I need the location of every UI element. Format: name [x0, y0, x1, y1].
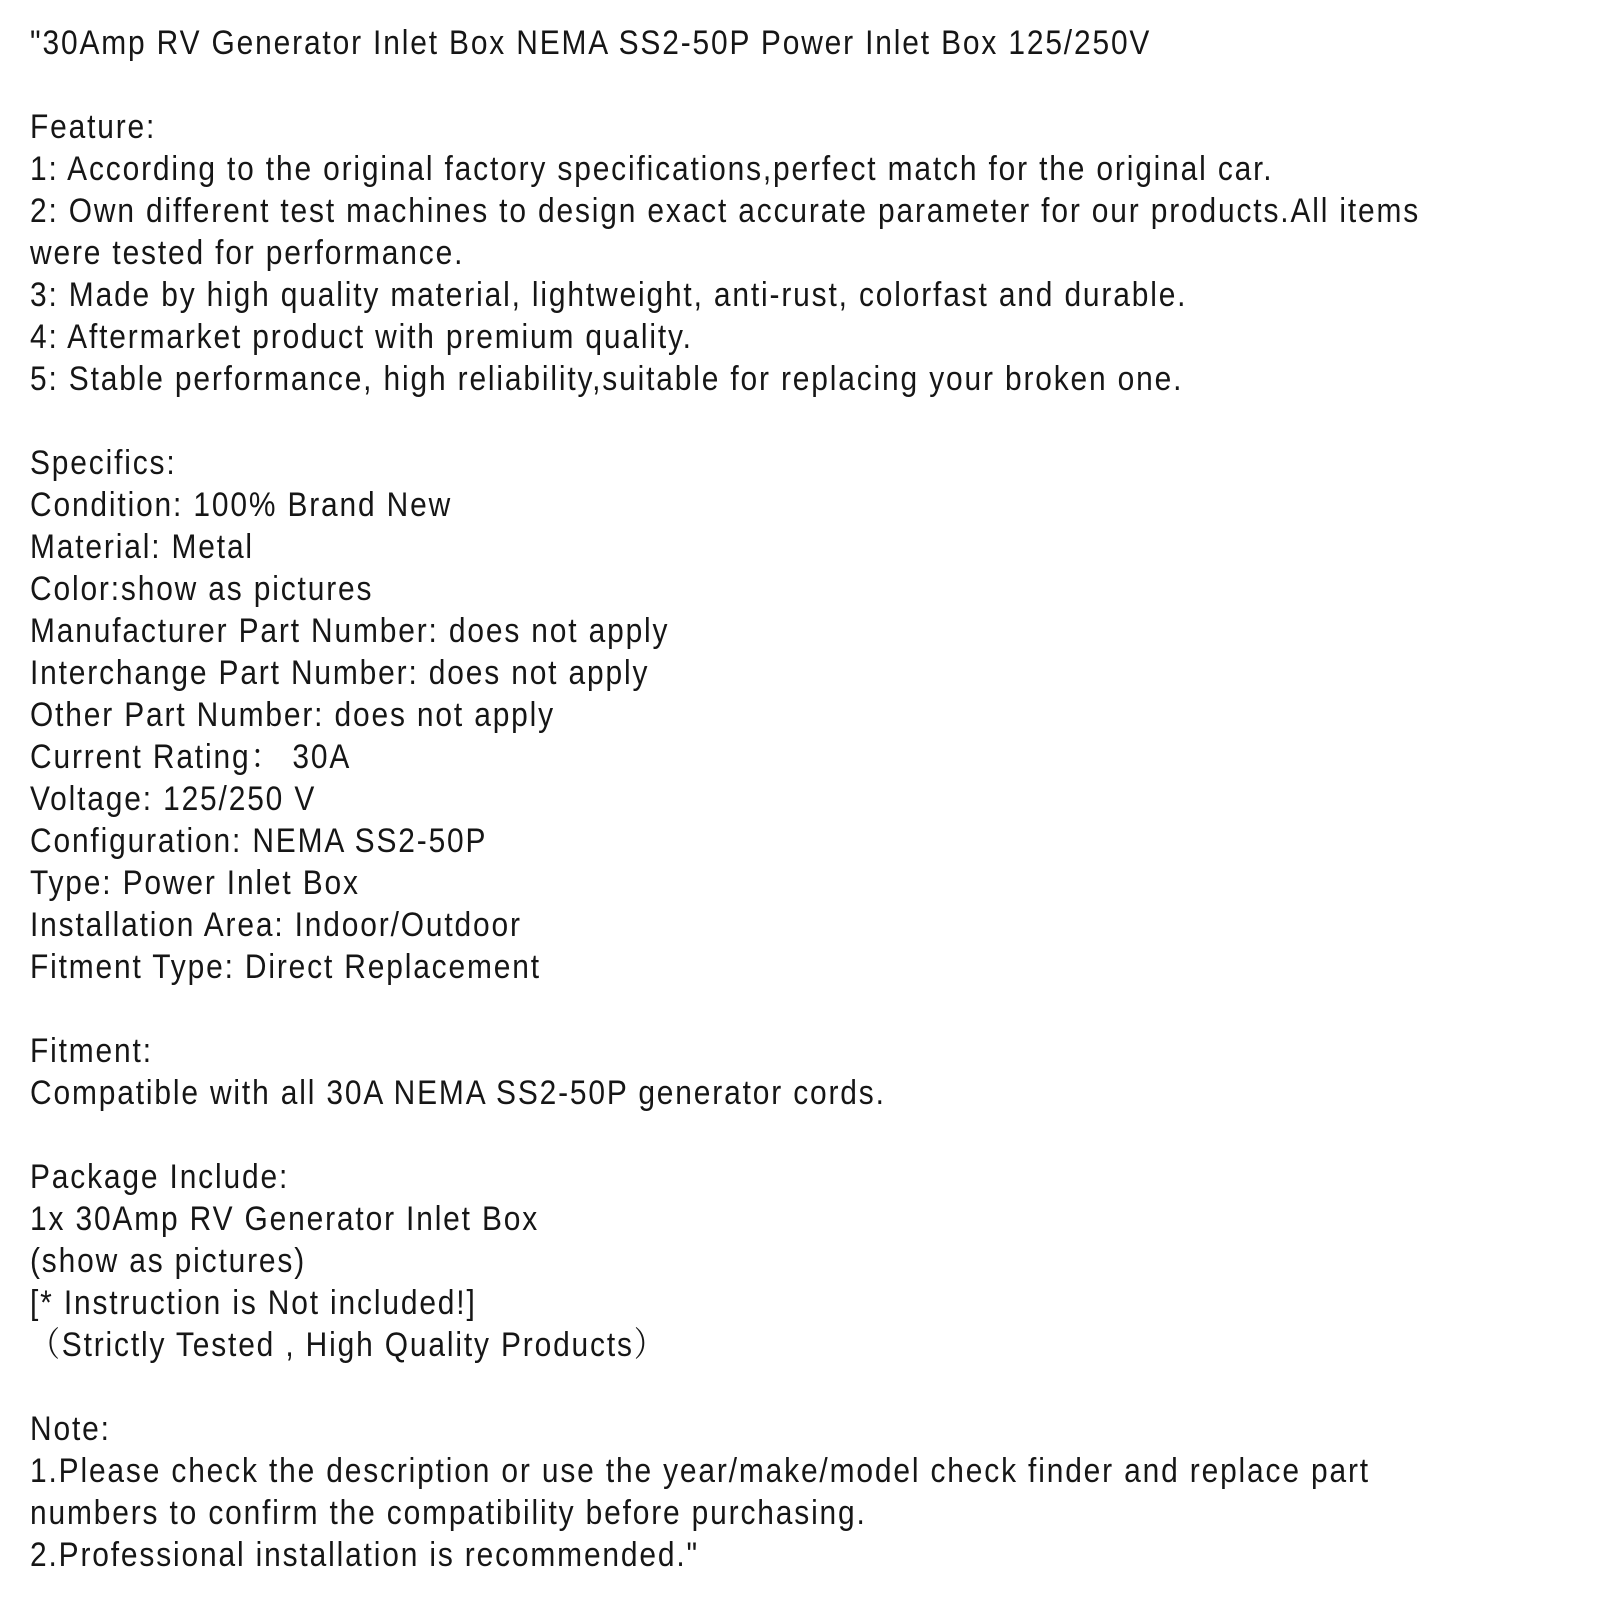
text-line: 2.Professional installation is recommended.": [30, 1536, 700, 1574]
text-line: 3: Made by high quality material, lightweight, anti-rust, colorfast and durable.: [30, 276, 1188, 314]
text-line: 5: Stable performance, high reliability,suitable for replacing your broken one.: [30, 360, 1184, 398]
spec-color: Color:show as pictures: [30, 570, 374, 608]
text-line: were tested for performance.: [30, 234, 465, 272]
text-line: 1: According to the original factory specifications,perfect match for the original car.: [30, 150, 1274, 188]
text-line: (show as pictures): [30, 1242, 307, 1280]
spec-current-rating: Current Rating： 30A: [30, 738, 352, 776]
text-line: （Strictly Tested , High Quality Products）: [30, 1326, 666, 1364]
spec-manufacturer-part-number: Manufacturer Part Number: does not apply: [30, 612, 670, 650]
section-package-include: [30, 1156, 1600, 1366]
spec-material: Material: Metal: [30, 528, 254, 566]
section-fitment: [30, 1030, 1600, 1114]
spec-fitment-type: Fitment Type: Direct Replacement: [30, 948, 541, 986]
section-feature: [30, 106, 1600, 400]
section-heading: Specifics:: [30, 444, 177, 482]
section-specifics: [30, 442, 1600, 988]
text-line: numbers to confirm the compatibility before purchasing.: [30, 1494, 867, 1532]
spec-interchange-part-number: Interchange Part Number: does not apply: [30, 654, 650, 692]
spec-installation-area: Installation Area: Indoor/Outdoor: [30, 906, 522, 944]
spec-type: Type: Power Inlet Box: [30, 864, 360, 902]
section-heading: Feature:: [30, 108, 157, 146]
section-heading: Note:: [30, 1410, 111, 1448]
text-line: 1.Please check the description or use the year/make/model check finder and replace part: [30, 1452, 1370, 1490]
spec-configuration: Configuration: NEMA SS2-50P: [30, 822, 488, 860]
product-title: "30Amp RV Generator Inlet Box NEMA SS2-50P Power Inlet Box 125/250V: [30, 24, 1152, 62]
section-note: [30, 1408, 1600, 1576]
text-line: Compatible with all 30A NEMA SS2-50P generator cords.: [30, 1074, 886, 1112]
spec-other-part-number: Other Part Number: does not apply: [30, 696, 555, 734]
section-heading: Fitment:: [30, 1032, 153, 1070]
section-heading: Package Include:: [30, 1158, 290, 1196]
spec-voltage: Voltage: 125/250 V: [30, 780, 317, 818]
text-line: 2: Own different test machines to design exact accurate parameter for our products.All items: [30, 192, 1421, 230]
spec-condition: Condition: 100% Brand New: [30, 486, 453, 524]
text-line: 4: Aftermarket product with premium quality.: [30, 318, 693, 356]
text-line: [* Instruction is Not included!]: [30, 1284, 477, 1322]
text-line: 1x 30Amp RV Generator Inlet Box: [30, 1200, 540, 1238]
